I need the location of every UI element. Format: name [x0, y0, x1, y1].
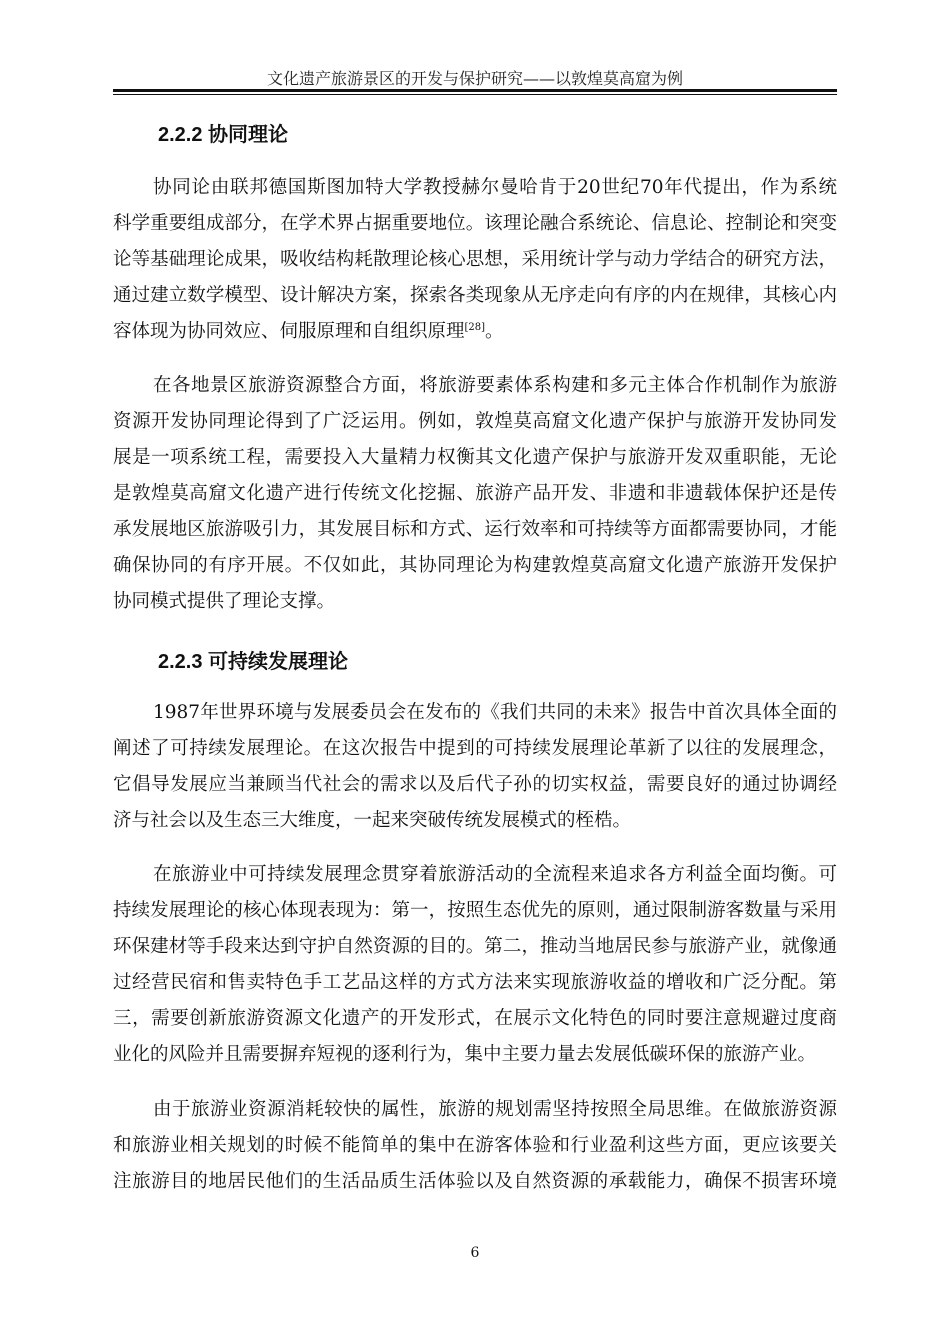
text-line	[113, 695, 837, 731]
text-line	[113, 1128, 837, 1164]
text-line	[113, 1037, 837, 1073]
line-text: 三，需要创新旅游资源文化遗产的开发形式，在展示文化特色的同时要注意规避过度商	[113, 1008, 837, 1029]
line-text: 科学重要组成部分，在学术界占据重要地位。该理论融合系统论、信息论、控制论和突变	[113, 213, 837, 234]
line-text: 资源开发协同理论得到了广泛运用。例如，敦煌莫高窟文化遗产保护与旅游开发协同发	[113, 411, 837, 432]
header-rule-thick	[113, 89, 837, 92]
line-text: 持续发展理论的核心体现表现为：第一，按照生态优先的原则，通过限制游客数量与采用	[113, 900, 837, 921]
text-line	[113, 1092, 837, 1128]
text-line	[113, 512, 837, 548]
text-line	[113, 476, 837, 512]
text-line	[113, 929, 837, 965]
paragraph	[113, 857, 837, 1073]
line-text: 阐述了可持续发展理论。在这次报告中提到的可持续发展理论革新了以往的发展理念，	[113, 738, 837, 759]
paragraph	[113, 170, 837, 350]
line-text: 确保协同的有序开展。不仅如此，其协同理论为构建敦煌莫高窟文化遗产旅游开发保护	[113, 555, 837, 576]
line-text: 注旅游目的地居民他们的生活品质生活体验以及自然资源的承载能力，确保不损害环境	[113, 1171, 837, 1192]
text-line	[113, 965, 837, 1001]
paragraph	[113, 368, 837, 620]
section-heading: 2.2.2 协同理论	[158, 124, 289, 146]
line-text: 1987年世界环境与发展委员会在发布的《我们共同的未来》报告中首次具体全面的	[153, 702, 837, 723]
text-line	[113, 206, 837, 242]
line-text: 通过建立数学模型、设计解决方案，探索各类现象从无序走向有序的内在规律，其核心内	[113, 285, 837, 306]
text-line	[113, 1001, 837, 1037]
text-line	[113, 278, 837, 314]
header-rule-thin	[113, 94, 837, 95]
line-text: 在旅游业中可持续发展理念贯穿着旅游活动的全流程来追求各方利益全面均衡。可	[153, 864, 837, 885]
line-text: 和旅游业相关规划的时候不能简单的集中在游客体验和行业盈利这些方面，更应该要关	[113, 1135, 837, 1156]
line-text: 它倡导发展应当兼顾当代社会的需求以及后代子孙的切实权益，需要良好的通过协调经	[113, 774, 837, 795]
line-text: 论等基础理论成果，吸收结构耗散理论核心思想，采用统计学与动力学结合的研究方法，	[113, 249, 837, 270]
text-line	[113, 857, 837, 893]
paragraph	[113, 695, 837, 839]
line-text: 济与社会以及生态三大维度，一起来突破传统发展模式的桎梏。	[113, 810, 632, 831]
text-line	[113, 584, 837, 620]
section-heading: 2.2.3 可持续发展理论	[158, 651, 349, 673]
line-text: 协同模式提供了理论支撑。	[113, 591, 336, 612]
text-line	[113, 731, 837, 767]
text-line	[113, 893, 837, 929]
line-text: 容体现为协同效应、伺服原理和自组织原理	[113, 321, 465, 342]
line-text: 业化的风险并且需要摒弃短视的逐利行为，集中主要力量去发展低碳环保的旅游产业。	[113, 1044, 817, 1065]
text-line	[113, 767, 837, 803]
text-line	[113, 1164, 837, 1200]
text-line	[113, 440, 837, 476]
citation-ref[interactable]: [28]	[464, 321, 486, 333]
line-text: 在各地景区旅游资源整合方面，将旅游要素体系构建和多元主体合作机制作为旅游	[153, 375, 837, 396]
line-end-punct: 。	[485, 321, 504, 342]
text-line	[113, 170, 837, 206]
text-line	[113, 242, 837, 278]
line-text: 环保建材等手段来达到守护自然资源的目的。第二，推动当地居民参与旅游产业，就像通	[113, 936, 837, 957]
running-header: 文化遗产旅游景区的开发与保护研究——以敦煌莫高窟为例	[266, 69, 683, 88]
line-text: 过经营民宿和售卖特色手工艺品这样的方式方法来实现旅游收益的增收和广泛分配。第	[113, 972, 837, 993]
text-line	[113, 314, 837, 350]
text-line	[113, 404, 837, 440]
line-text: 由于旅游业资源消耗较快的属性，旅游的规划需坚持按照全局思维。在做旅游资源	[153, 1099, 837, 1120]
text-line	[113, 368, 837, 404]
line-text: 展是一项系统工程，需要投入大量精力权衡其文化遗产保护与旅游开发双重职能，无论	[113, 447, 837, 468]
paragraph	[113, 1092, 837, 1200]
text-line	[113, 803, 837, 839]
line-text: 协同论由联邦德国斯图加特大学教授赫尔曼哈肯于20世纪70年代提出，作为系统	[153, 177, 837, 198]
page-number: 6	[470, 1245, 480, 1261]
line-text: 是敦煌莫高窟文化遗产进行传统文化挖掘、旅游产品开发、非遗和非遗载体保护还是传	[113, 483, 837, 504]
text-line	[113, 548, 837, 584]
line-text: 承发展地区旅游吸引力，其发展目标和方式、运行效率和可持续等方面都需要协同，才能	[113, 519, 837, 540]
